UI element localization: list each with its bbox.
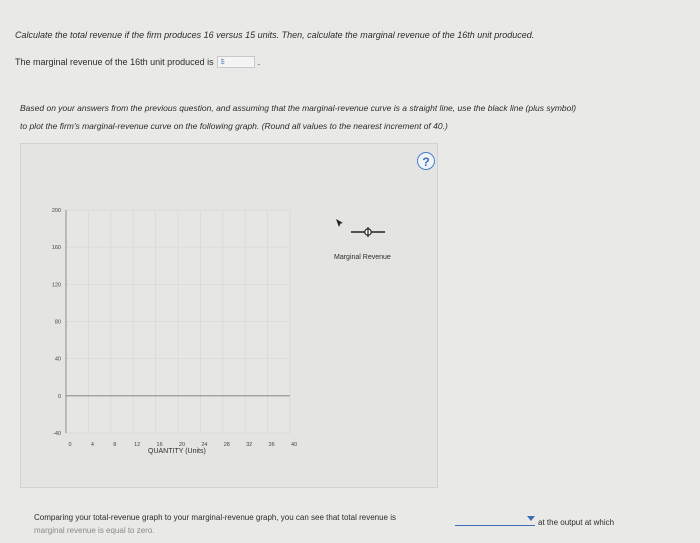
period: . (257, 57, 261, 67)
comparison-text-line2: marginal revenue is equal to zero. (34, 526, 155, 535)
instructions-line2: to plot the firm's marginal-revenue curve on the following graph. (Round all values to the nearest increment of 40.) (20, 121, 448, 131)
help-icon[interactable]: ? (417, 152, 435, 170)
x-tick-label: 16 (156, 442, 163, 448)
x-tick-label: 24 (201, 442, 208, 448)
y-tick-label: 0 (57, 393, 61, 400)
chevron-down-icon (527, 516, 535, 521)
x-tick-label: 20 (178, 442, 186, 448)
x-tick-label: 36 (268, 442, 275, 448)
y-tick-label: 120 (51, 282, 61, 289)
x-axis-label: QUANTITY (Units) (148, 448, 206, 455)
y-tick-label: 160 (51, 245, 61, 252)
legend-label-marginal-revenue: Marginal Revenue (334, 254, 391, 261)
y-tick-label: 40 (54, 356, 61, 363)
answer-prompt: The marginal revenue of the 16th unit produced is (15, 57, 214, 67)
y-tick-label: 80 (54, 319, 61, 326)
y-tick-label: -40 (53, 431, 61, 437)
y-tick-label: 200 (51, 208, 61, 214)
cursor-icon (336, 219, 343, 227)
x-tick-label: 32 (246, 442, 253, 448)
comparison-text-continued: at the output at which (538, 518, 615, 527)
x-tick-label: 28 (223, 442, 230, 448)
x-tick-label: 8 (113, 442, 117, 448)
total-revenue-dropdown[interactable] (455, 515, 535, 526)
comparison-text: Comparing your total-revenue graph to your marginal-revenue graph, you can see that total revenue is (34, 513, 396, 522)
x-tick-label: 12 (134, 442, 141, 448)
x-tick-label: 40 (290, 442, 298, 448)
currency-symbol: $ (220, 59, 225, 66)
x-tick-label: 4 (90, 442, 94, 448)
question-text: Calculate the total revenue if the firm produces 16 versus 15 units. Then, calculate the marginal revenue of the 16th unit produced. (15, 30, 535, 40)
instructions-line1: Based on your answers from the previous question, and assuming that the marginal-revenue curve is a straight line, use the black line (plus symbol) (20, 103, 577, 113)
x-tick-label: 0 (68, 442, 72, 448)
